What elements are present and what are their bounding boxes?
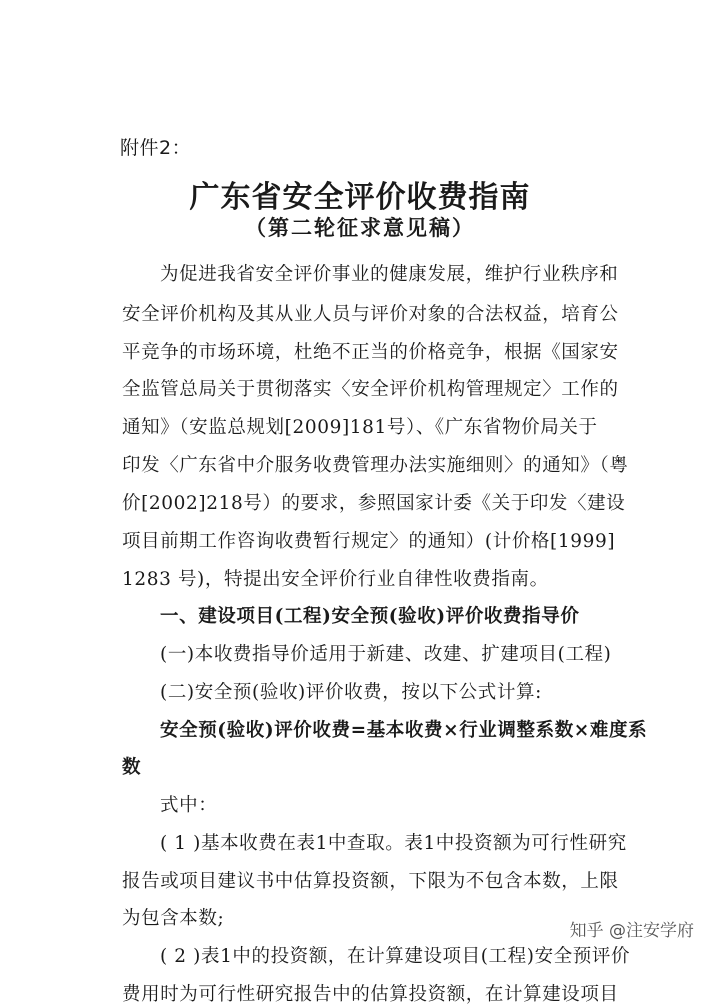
paragraph-line: (二)安全预(验收)评价收费，按以下公式计算: <box>160 682 542 703</box>
formula-line: 数 <box>122 757 142 778</box>
document-subtitle: （第二轮征求意见稿） <box>245 216 475 240</box>
paragraph-line: 为促进我省安全评价事业的健康发展，维护行业秩序和 <box>160 264 619 285</box>
paragraph-line: 印发〈广东省中介服务收费管理办法实施细则〉的通知》（粤 <box>122 455 629 476</box>
paragraph-line: (一)本收费指导价适用于新建、改建、扩建项目(工程) <box>160 644 612 665</box>
paragraph-line: 平竞争的市场环境，杜绝不正当的价格竞争，根据《国家安 <box>122 342 619 363</box>
formula-line: 安全预(验收)评价收费=基本收费×行业调整系数×难度系 <box>160 720 648 741</box>
paragraph-line: 全监管总局关于贯彻落实〈安全评价机构管理规定〉工作的 <box>122 379 619 400</box>
watermark: 知乎 @注安学府 <box>569 921 694 941</box>
paragraph-line: 1283 号)，特提出安全评价行业自律性收费指南。 <box>122 569 549 590</box>
paragraph-line: 式中： <box>160 795 218 816</box>
paragraph-line: ( 1 )基本收费在表1中查取。表1中投资额为可行性研究 <box>160 833 627 854</box>
paragraph-line: 为包含本数; <box>122 908 225 929</box>
attachment-label: 附件2： <box>120 137 192 159</box>
paragraph-line: 通知》（安监总规划[2009]181号）、《广东省物价局关于 <box>122 417 598 438</box>
paragraph-line: 安全评价机构及其从业人员与评价对象的合法权益，培育公 <box>122 304 619 325</box>
paragraph-line: 报告或项目建议书中估算投资额，下限为不包含本数，上限 <box>122 871 619 892</box>
document-title: 广东省安全评价收费指南 <box>189 180 531 215</box>
paragraph-line: 项目前期工作咨询收费暂行规定〉的通知）(计价格[1999] <box>122 531 616 552</box>
paragraph-line: 价[2002]218号）的要求，参照国家计委《关于印发〈建设 <box>122 493 626 514</box>
paragraph-line: ( 2 )表1中的投资额，在计算建设项目(工程)安全预评价 <box>160 946 631 967</box>
paragraph-line: 费用时为可行性研究报告中的估算投资额，在计算建设项目 <box>122 984 619 1005</box>
section-heading: 一、建设项目(工程)安全预(验收)评价收费指导价 <box>160 606 580 627</box>
